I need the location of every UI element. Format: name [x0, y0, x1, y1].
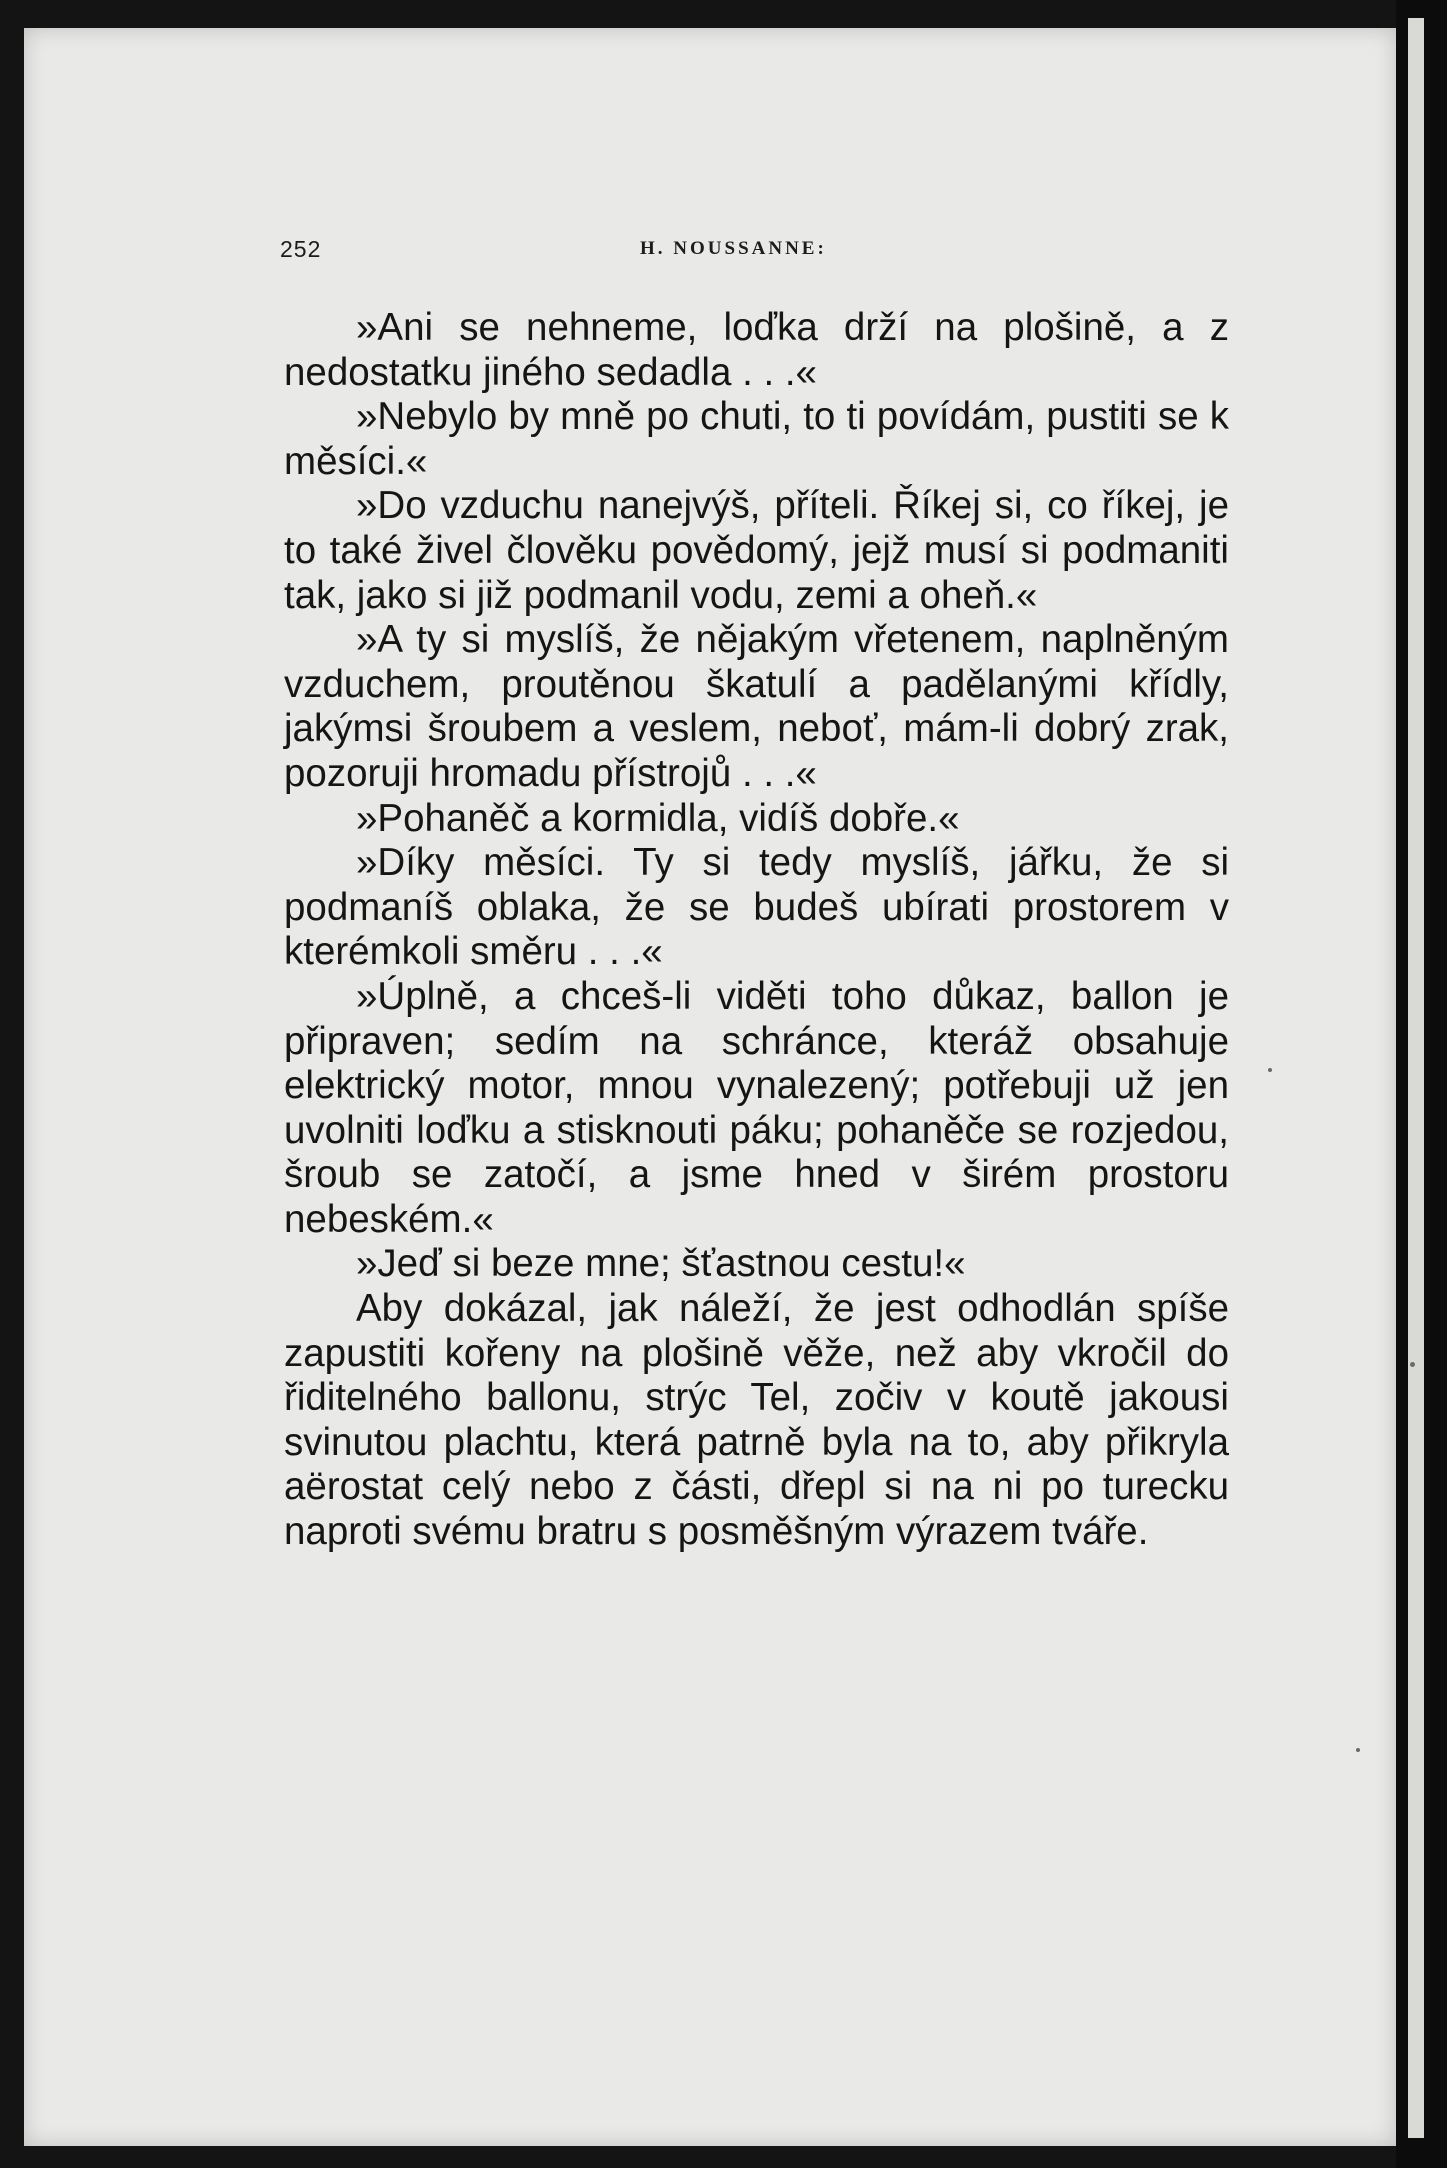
paragraph: »Pohaněč a kormidla, vidíš dobře.«: [356, 796, 960, 840]
paper-speck: [1268, 1068, 1272, 1072]
page-number: 252: [280, 236, 322, 262]
paragraph: »Do vzduchu nanejvýš, příteli. Říkej si, co říkej, je to také živel člověku povědomý, jejž musí si podmaniti tak, jako si již podmanil vodu, zemi a oheň.«: [284, 484, 1229, 617]
paragraph: »A ty si myslíš, že nějakým vřetenem, naplněným vzduchem, proutěnou škatulí a padělanými křídly, jakýmsi šroubem a veslem, neboť, mám-li dobrý zrak, pozoruji hromadu přístrojů . . .«: [284, 618, 1229, 795]
paper-speck: [1410, 1362, 1415, 1367]
paragraph: »Jeď si beze mne; šťastnou cestu!«: [356, 1242, 966, 1286]
page-header: [280, 236, 880, 266]
body-text: [284, 306, 1229, 1555]
paragraph: »Nebylo by mně po chuti, to ti povídám, pustiti se k měsíci.«: [284, 395, 1229, 483]
paragraph: »Ani se nehneme, loďka drží na plošině, a z nedostatku jiného sedadla . . .«: [284, 306, 1229, 394]
paragraph: »Úplně, a chceš-li viděti toho důkaz, ballon je připraven; sedím na schránce, kteráž obsahuje elektrický motor, mnou vynalezený; potřebuji už jen uvolniti loďku a stisknouti páku; pohaněče se rozjedou, šroub se zatočí, a jsme hned v širém prostoru nebeském.«: [284, 974, 1229, 1241]
paragraph: »Díky měsíci. Ty si tedy myslíš, jářku, že si podmaníš oblaka, že se budeš ubírati prostorem v kterémkoli směru . . .«: [284, 841, 1229, 974]
paragraph: Aby dokázal, jak náleží, že jest odhodlán spíše zapustiti kořeny na plošině věže, než aby vkročil do řiditelného ballonu, strýc Tel, zočiv v koutě jakousi svinutou plachtu, která patrně byla na to, aby přikryla aërostat celý nebo z části, dřepl si na ni po turecku naproti svému bratru s posměšným výrazem tváře.: [284, 1287, 1229, 1554]
running-head: H. NOUSSANNE:: [640, 238, 827, 259]
paper-speck: [1356, 1748, 1360, 1752]
adjacent-page-edge: [1408, 18, 1424, 2138]
